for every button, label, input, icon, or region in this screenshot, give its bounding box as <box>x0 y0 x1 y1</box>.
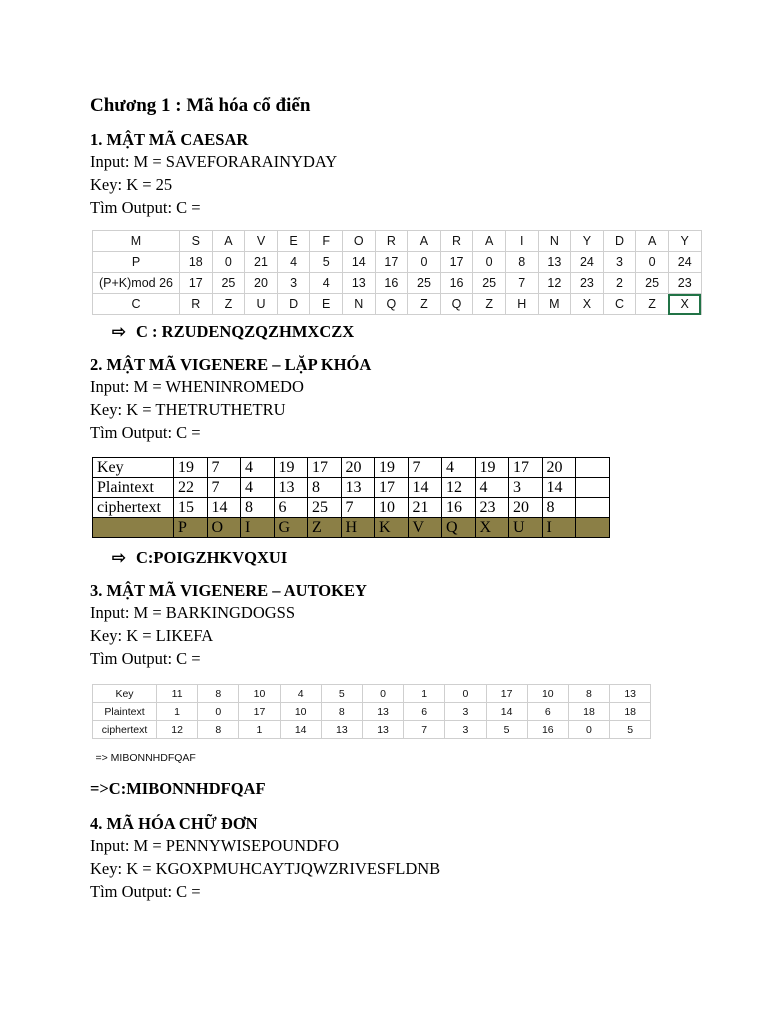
table-cell: 0 <box>408 252 441 273</box>
table-cell: 5 <box>310 252 343 273</box>
table-cell: S <box>180 231 213 252</box>
table-cell: 10 <box>239 685 280 703</box>
table-cell: 14 <box>542 478 576 498</box>
row-label: P <box>93 252 180 273</box>
table-cell: 6 <box>527 703 568 721</box>
table-cell: 16 <box>375 273 408 294</box>
table-row <box>93 294 702 315</box>
table-cell: 8 <box>505 252 538 273</box>
table-cell: R <box>375 231 408 252</box>
table-cell: 4 <box>310 273 343 294</box>
table-cell: 5 <box>486 721 527 739</box>
section-4-input: Input: M = PENNYWISEPOUNDFO <box>90 836 340 855</box>
table-cell: 0 <box>445 685 486 703</box>
table-cell: 0 <box>636 252 669 273</box>
table-row <box>93 498 610 518</box>
table-cell: 8 <box>198 685 239 703</box>
table-cell: D <box>603 231 636 252</box>
table-cell: N <box>538 231 571 252</box>
table-cell: U <box>245 294 278 315</box>
row-label: ciphertext <box>93 721 157 739</box>
table-cell: I <box>505 231 538 252</box>
table-cell: 7 <box>408 458 442 478</box>
table-cell: Z <box>308 518 342 538</box>
table-cell: 4 <box>280 685 321 703</box>
table-cell: 3 <box>445 703 486 721</box>
table-cell: 23 <box>475 498 509 518</box>
section-1-key: Key: K = 25 <box>90 175 173 194</box>
table-cell: 25 <box>212 273 245 294</box>
table-cell: 7 <box>207 458 241 478</box>
table-cell: 17 <box>509 458 543 478</box>
row-label: (P+K)mod 26 <box>93 273 180 294</box>
table-cell: O <box>342 231 375 252</box>
row-label: ciphertext <box>93 498 174 518</box>
table-cell: 19 <box>475 458 509 478</box>
section-1-heading: 1. MẬT MÃ CAESAR <box>90 130 249 149</box>
table-cell: 20 <box>509 498 543 518</box>
table-cell: Q <box>375 294 408 315</box>
table-cell: A <box>408 231 441 252</box>
table-cell: 21 <box>408 498 442 518</box>
table-cell: M <box>538 294 571 315</box>
table-cell <box>576 518 610 538</box>
table-cell: V <box>408 518 442 538</box>
table-cell: 8 <box>198 721 239 739</box>
table-cell: 0 <box>212 252 245 273</box>
table-cell: 16 <box>527 721 568 739</box>
table-cell: 3 <box>509 478 543 498</box>
table-cell: 19 <box>174 458 208 478</box>
table-cell: 0 <box>568 721 609 739</box>
table-cell: 18 <box>180 252 213 273</box>
table-cell: I <box>542 518 576 538</box>
table-cell: 23 <box>668 273 701 294</box>
table-cell: 7 <box>341 498 375 518</box>
table-cell: 18 <box>568 703 609 721</box>
table-cell: 8 <box>321 703 362 721</box>
table-cell: 18 <box>610 703 651 721</box>
table-cell: 5 <box>321 685 362 703</box>
table-cell: Z <box>212 294 245 315</box>
table-cell: Q <box>440 294 473 315</box>
table-row <box>93 458 610 478</box>
table-cell: 12 <box>538 273 571 294</box>
row-label: Key <box>93 458 174 478</box>
table-cell: A <box>473 231 506 252</box>
section-3-output-label: Tìm Output: C = <box>90 649 201 668</box>
table-cell <box>576 498 610 518</box>
table-row <box>93 739 651 748</box>
table-cell: 3 <box>603 252 636 273</box>
row-label: Plaintext <box>93 478 174 498</box>
section-2-key: Key: K = THETRUTHETRU <box>90 400 286 419</box>
table-cell: 4 <box>475 478 509 498</box>
table-cell: 4 <box>277 252 310 273</box>
table-row <box>93 703 651 721</box>
table-cell: 5 <box>610 721 651 739</box>
section-4-output-label: Tìm Output: C = <box>90 882 201 901</box>
table-cell: 12 <box>157 721 198 739</box>
table-cell <box>576 478 610 498</box>
table-cell: U <box>509 518 543 538</box>
section-2-result-text: C:POIGZHKVQXUI <box>136 548 288 567</box>
table-cell: 3 <box>445 721 486 739</box>
table-cell: E <box>277 231 310 252</box>
table-cell: 8 <box>542 498 576 518</box>
table-cell: A <box>212 231 245 252</box>
table-cell: 14 <box>207 498 241 518</box>
table-cell: 10 <box>375 498 409 518</box>
table-cell: 17 <box>308 458 342 478</box>
table-cell: 7 <box>404 721 445 739</box>
table-cell: 13 <box>538 252 571 273</box>
page-title: Chương 1 : Mã hóa cổ điển <box>90 95 311 116</box>
table-row <box>93 518 610 538</box>
table-cell: C <box>603 294 636 315</box>
table-cell: Q <box>442 518 476 538</box>
table-cell: Y <box>571 231 604 252</box>
table-cell: H <box>505 294 538 315</box>
table-row <box>93 273 702 294</box>
table-cell: 7 <box>505 273 538 294</box>
table-cell: 20 <box>542 458 576 478</box>
table-cell: 14 <box>280 721 321 739</box>
table-cell: 0 <box>473 252 506 273</box>
table-cell: K <box>375 518 409 538</box>
table-cell: 17 <box>486 685 527 703</box>
table-cell: 17 <box>440 252 473 273</box>
table-cell: 7 <box>207 478 241 498</box>
arrow-right-icon: ⇨ <box>112 548 126 567</box>
row-label: M <box>93 231 180 252</box>
section-2-result <box>112 548 287 568</box>
section-2-input: Input: M = WHENINROMEDO <box>90 377 304 396</box>
table-cell: 19 <box>375 458 409 478</box>
table-row <box>93 231 702 252</box>
table-cell: V <box>245 231 278 252</box>
table-cell: 4 <box>241 478 275 498</box>
table-cell: I <box>241 518 275 538</box>
table-row <box>93 478 610 498</box>
table-cell: 22 <box>174 478 208 498</box>
table-cell: 17 <box>239 703 280 721</box>
table-cell: 1 <box>404 685 445 703</box>
table-cell: 13 <box>341 478 375 498</box>
vigenere-autokey-table <box>92 684 651 769</box>
table-note: => MIBONNHDFQAF <box>95 752 196 764</box>
table-cell: 10 <box>527 685 568 703</box>
table-row <box>93 747 651 769</box>
table-cell: 15 <box>174 498 208 518</box>
selected-cell[interactable]: X <box>668 294 701 315</box>
table-cell: 16 <box>442 498 476 518</box>
table-cell: 4 <box>241 458 275 478</box>
table-cell: 25 <box>473 273 506 294</box>
table-cell: 6 <box>404 703 445 721</box>
table-cell: 11 <box>157 685 198 703</box>
table-cell: 12 <box>442 478 476 498</box>
table-cell: 0 <box>362 685 403 703</box>
section-1-input: Input: M = SAVEFORARAINYDAY <box>90 152 338 171</box>
row-label: Plaintext <box>93 703 157 721</box>
row-label: C <box>93 294 180 315</box>
arrow-right-icon: ⇨ <box>112 322 126 341</box>
table-cell: 14 <box>486 703 527 721</box>
table-cell: 13 <box>362 703 403 721</box>
table-cell: 2 <box>603 273 636 294</box>
table-cell: 24 <box>571 252 604 273</box>
table-cell: 25 <box>308 498 342 518</box>
table-cell: 0 <box>198 703 239 721</box>
table-cell: 25 <box>408 273 441 294</box>
table-cell: 3 <box>277 273 310 294</box>
section-4-key: Key: K = KGOXPMUHCAYTJQWZRIVESFLDNB <box>90 859 441 878</box>
table-cell: N <box>342 294 375 315</box>
section-3-key: Key: K = LIKEFA <box>90 626 214 645</box>
table-cell: 24 <box>668 252 701 273</box>
table-cell: 13 <box>274 478 308 498</box>
table-cell: E <box>310 294 343 315</box>
row-label <box>93 518 174 538</box>
table-cell: 21 <box>245 252 278 273</box>
table-cell: 20 <box>245 273 278 294</box>
table-cell: Z <box>636 294 669 315</box>
section-3-result: =>C:MIBONNHDFQAF <box>90 779 266 798</box>
table-cell: Z <box>473 294 506 315</box>
table-row <box>93 721 651 739</box>
table-cell: H <box>341 518 375 538</box>
table-cell: 13 <box>321 721 362 739</box>
table-cell: R <box>440 231 473 252</box>
table-cell: X <box>475 518 509 538</box>
caesar-table <box>92 230 702 315</box>
section-1-result-text: C : RZUDENQZQZHMXCZX <box>136 322 355 341</box>
table-cell: Z <box>408 294 441 315</box>
table-cell: R <box>180 294 213 315</box>
table-cell <box>576 458 610 478</box>
section-3-input: Input: M = BARKINGDOGSS <box>90 603 296 622</box>
section-2-output-label: Tìm Output: C = <box>90 423 201 442</box>
table-cell: 17 <box>375 252 408 273</box>
table-cell: 1 <box>157 703 198 721</box>
table-cell: 13 <box>342 273 375 294</box>
table-cell: 13 <box>362 721 403 739</box>
section-3-heading: 3. MẬT MÃ VIGENERE – AUTOKEY <box>90 581 367 600</box>
vigenere-repeat-table <box>92 457 610 538</box>
table-row <box>93 685 651 703</box>
table-cell: 17 <box>375 478 409 498</box>
table-cell: 13 <box>610 685 651 703</box>
table-cell: 8 <box>308 478 342 498</box>
table-cell: 6 <box>274 498 308 518</box>
section-2-heading: 2. MẬT MÃ VIGENERE – LẶP KHÓA <box>90 355 372 374</box>
table-cell: 20 <box>341 458 375 478</box>
table-cell: O <box>207 518 241 538</box>
table-cell: 14 <box>342 252 375 273</box>
table-cell: 10 <box>280 703 321 721</box>
table-cell: F <box>310 231 343 252</box>
table-cell: 4 <box>442 458 476 478</box>
table-cell: 14 <box>408 478 442 498</box>
table-cell: P <box>174 518 208 538</box>
table-cell: 8 <box>568 685 609 703</box>
table-cell: G <box>274 518 308 538</box>
table-cell: 19 <box>274 458 308 478</box>
row-label: Key <box>93 685 157 703</box>
table-cell: A <box>636 231 669 252</box>
table-cell: 16 <box>440 273 473 294</box>
table-cell: 23 <box>571 273 604 294</box>
table-cell: 17 <box>180 273 213 294</box>
table-cell: 1 <box>239 721 280 739</box>
spacer-cell <box>93 739 651 748</box>
section-1-result <box>112 322 354 342</box>
section-4-heading: 4. MÃ HÓA CHỮ ĐƠN <box>90 814 258 833</box>
table-cell: D <box>277 294 310 315</box>
section-1-output-label: Tìm Output: C = <box>90 198 201 217</box>
table-row <box>93 252 702 273</box>
table-cell: Y <box>668 231 701 252</box>
table-cell: 8 <box>241 498 275 518</box>
table-cell: 25 <box>636 273 669 294</box>
table-cell: X <box>571 294 604 315</box>
